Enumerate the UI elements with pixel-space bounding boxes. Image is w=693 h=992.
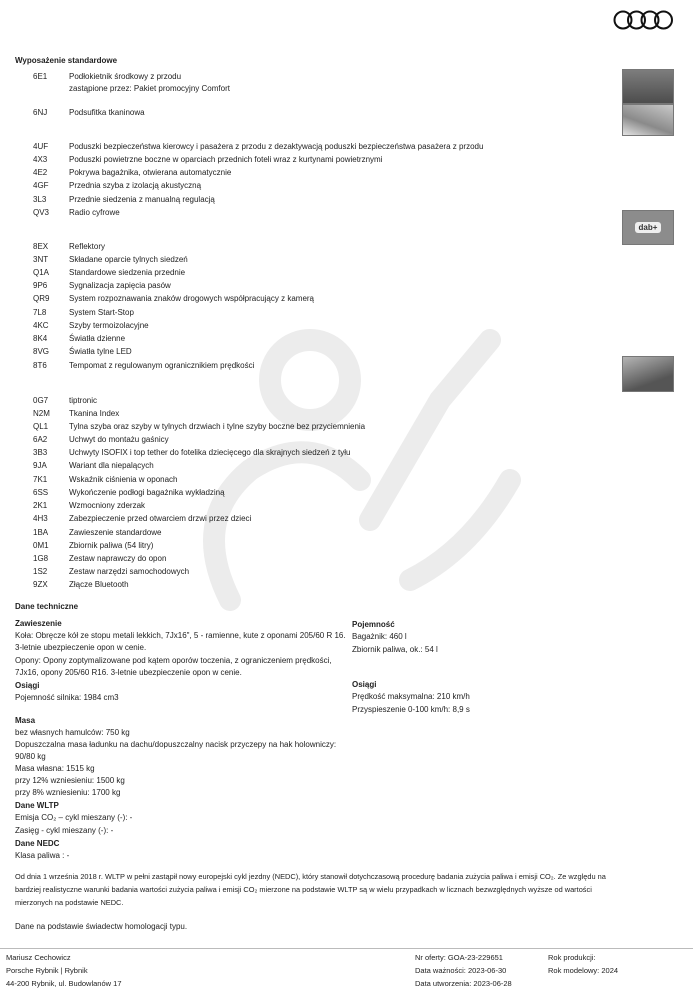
equipment-code: 6SS	[33, 488, 49, 497]
equipment-code: 7K1	[33, 475, 48, 484]
equipment-code: 7L8	[33, 308, 47, 317]
equipment-code: 2K1	[33, 501, 48, 510]
equipment-code: 1BA	[33, 528, 49, 537]
equipment-description: Poduszki powietrzne boczne w oparciach przednich foteli wraz z kurtynami powietrznymi	[69, 155, 383, 164]
equipment-code: 3B3	[33, 448, 48, 457]
equipment-code: 8EX	[33, 242, 49, 251]
footer-divider	[0, 948, 693, 949]
wltp-range: Zasięg - cykl mieszany (-): -	[15, 826, 114, 835]
equipment-description: Szyby termoizolacyjne	[69, 321, 149, 330]
equipment-description: Tempomat z regulowanym ogranicznikiem prędkości	[69, 361, 255, 370]
equipment-description: tiptronic	[69, 396, 98, 405]
mass-line: Dopuszczalna masa ładunku na dachu/dopuszczalny nacisk przyczepy na hak holowniczy:	[15, 740, 337, 749]
mass-line: przy 12% wzniesieniu: 1500 kg	[15, 776, 125, 785]
equipment-code: 4GF	[33, 181, 49, 190]
footer-created-date: Data utworzenia: 2023-06-28	[415, 979, 512, 988]
homologation-note: Dane na podstawie świadectw homologacji typu.	[15, 922, 188, 931]
equipment-description: Zbiornik paliwa (54 litry)	[69, 541, 154, 550]
equipment-description: Zawieszenie standardowe	[69, 528, 162, 537]
wltp-heading: Dane WLTP	[15, 801, 59, 810]
equipment-description: Sygnalizacja zapięcia pasów	[69, 281, 171, 290]
watermark-graphic	[110, 220, 590, 700]
equipment-code: QR9	[33, 294, 50, 303]
footer-name: Mariusz Cechowicz	[6, 953, 71, 962]
equipment-description: Wykończenie podłogi bagażnika wykładziną	[69, 488, 225, 497]
equipment-description: Uchwyty ISOFIX i top tether do fotelika dziecięcego dla skrajnych siedzeń z tyłu	[69, 448, 351, 457]
equipment-description: Światła tylne LED	[69, 347, 132, 356]
mass-line: Masa własna: 1515 kg	[15, 764, 95, 773]
mass-line: bez własnych hamulców: 750 kg	[15, 728, 130, 737]
equipment-code: 9P6	[33, 281, 48, 290]
equipment-description: Podłokietnik środkowy z przodu	[69, 72, 182, 81]
equipment-description: Zestaw naprawczy do opon	[69, 554, 167, 563]
capacity-heading: Pojemność	[352, 620, 395, 629]
equipment-code: 4E2	[33, 168, 48, 177]
equipment-code: 6E1	[33, 72, 48, 81]
equipment-description: Wariant dla niepalących	[69, 461, 154, 470]
audi-logo-icon	[612, 9, 674, 31]
max-speed: Prędkość maksymalna: 210 km/h	[352, 692, 470, 701]
suspension-insurance: 3-letnie ubezpieczenie opon w cenie.	[15, 643, 147, 652]
equipment-code: 3NT	[33, 255, 49, 264]
footer-model-year: Rok modelowy: 2024	[548, 966, 619, 975]
footer-production-year: Rok produkcji:	[548, 953, 596, 962]
footer-dealer: Porsche Rybnik | Rybnik	[6, 966, 88, 975]
equipment-code: 8VG	[33, 347, 50, 356]
equipment-code: 9ZX	[33, 580, 48, 589]
equipment-description: Składane oparcie tylnych siedzeń	[69, 255, 188, 264]
equipment-description: Radio cyfrowe	[69, 208, 120, 217]
footer-valid-date: Data ważności: 2023-06-30	[415, 966, 507, 975]
wltp-note-line: mierzonych na podstawie NEDC.	[15, 898, 124, 907]
cruise-control-photo	[622, 356, 674, 392]
mass-line: 90/80 kg	[15, 752, 46, 761]
equipment-description: Wzmocniony zderzak	[69, 501, 146, 510]
equipment-code: 6A2	[33, 435, 48, 444]
footer-offer-number: Nr oferty: GOA-23-229651	[415, 953, 503, 962]
suspension-wheels: Koła: Obręcze kół ze stopu metali lekkich, 7Jx16", 5 - ramienne, kute z oponami 205/60 R 16.	[15, 631, 346, 640]
equipment-title: Wyposażenie standardowe	[15, 56, 118, 65]
mass-line: przy 8% wzniesieniu: 1700 kg	[15, 788, 121, 797]
acceleration: Przyspieszenie 0-100 km/h: 8,9 s	[352, 705, 470, 714]
equipment-description: Przednie siedzenia z manualną regulacją	[69, 195, 215, 204]
equipment-code: 1S2	[33, 567, 48, 576]
equipment-code: 9JA	[33, 461, 47, 470]
equipment-code: 6NJ	[33, 108, 48, 117]
equipment-description: Podsufitka tkaninowa	[69, 108, 145, 117]
armrest-photo	[622, 69, 674, 104]
equipment-code: 8T6	[33, 361, 47, 370]
equipment-replacement-note: zastąpione przez: Pakiet promocyjny Comfort	[69, 84, 230, 93]
equipment-description: Standardowe siedzenia przednie	[69, 268, 186, 277]
equipment-description: Złącze Bluetooth	[69, 580, 129, 589]
equipment-description: Poduszki bezpieczeństwa kierowcy i pasażera z przodu z dezaktywacją poduszki bezpieczeństwa pasażera z przodu	[69, 142, 484, 151]
nedc-heading: Dane NEDC	[15, 839, 60, 848]
fuel-tank-capacity: Zbiornik paliwa, ok.: 54 l	[352, 645, 438, 654]
equipment-code: 0M1	[33, 541, 49, 550]
equipment-code: QV3	[33, 208, 50, 217]
equipment-description: Tkanina Index	[69, 409, 120, 418]
performance-right-heading: Osiągi	[352, 680, 377, 689]
equipment-description: Światła dzienne	[69, 334, 126, 343]
dab-radio-photo	[622, 210, 674, 245]
equipment-description: Tylna szyba oraz szyby w tylnych drzwiach i tylne szyby boczne bez przyciemnienia	[69, 422, 366, 431]
equipment-code: 4KC	[33, 321, 49, 330]
equipment-code: 0G7	[33, 396, 49, 405]
equipment-description: Wskaźnik ciśnienia w oponach	[69, 475, 178, 484]
equipment-code: N2M	[33, 409, 50, 418]
wltp-emission: Emisja CO₂ – cykl mieszany (-): -	[15, 813, 133, 822]
equipment-code: QL1	[33, 422, 49, 431]
equipment-code: 3L3	[33, 195, 47, 204]
equipment-description: Uchwyt do montażu gaśnicy	[69, 435, 169, 444]
equipment-description: Zabezpieczenie przed otwarciem drzwi przez dzieci	[69, 514, 252, 523]
equipment-description: Reflektory	[69, 242, 106, 251]
equipment-code: 4X3	[33, 155, 48, 164]
equipment-code: Q1A	[33, 268, 50, 277]
equipment-code: 8K4	[33, 334, 48, 343]
trunk-capacity: Bagażnik: 460 l	[352, 632, 407, 641]
wltp-note-line: Od dnia 1 września 2018 r. WLTP w pełni zastąpił nowy europejski cykl jezdny (NEDC), który stanowił dotychczasową procedurę badania zużycia paliwa i emisji CO₂. Ze względu na	[15, 872, 606, 881]
suspension-tyres: Opony: Opony zoptymalizowane pod kątem oporów toczenia, z ograniczeniem prędkości,	[15, 656, 332, 665]
nedc-fuel-class: Klasa paliwa : -	[15, 851, 70, 860]
suspension-heading: Zawieszenie	[15, 619, 62, 628]
headliner-photo	[622, 104, 674, 136]
dab-badge: dab+	[635, 222, 662, 233]
tech-title: Dane techniczne	[15, 602, 79, 611]
equipment-description: Zestaw narzędzi samochodowych	[69, 567, 190, 576]
mass-heading: Masa	[15, 716, 36, 725]
equipment-code: 4H3	[33, 514, 48, 523]
equipment-description: Przednia szyba z izolacją akustyczną	[69, 181, 202, 190]
equipment-code: 4UF	[33, 142, 49, 151]
footer-address: 44-200 Rybnik, ul. Budowlanów 17	[6, 979, 122, 988]
performance-left-heading: Osiągi	[15, 681, 40, 690]
equipment-code: 1G8	[33, 554, 49, 563]
equipment-description: System Start-Stop	[69, 308, 134, 317]
suspension-tyres-size: 7Jx16, opony 205/60 R16. 3-letnie ubezpieczenie opon w cenie.	[15, 668, 242, 677]
equipment-description: Pokrywa bagażnika, otwierana automatycznie	[69, 168, 232, 177]
engine-capacity: Pojemność silnika: 1984 cm3	[15, 693, 119, 702]
wltp-note-line: bardziej realistyczne warunki badania wartości zużycia paliwa i emisji CO₂ mierzone na podstawie WLTP są w wielu przypadkach w licznach bezwzględnych wyższe od wartości	[15, 885, 592, 894]
equipment-description: System rozpoznawania znaków drogowych współpracujący z kamerą	[69, 294, 314, 303]
